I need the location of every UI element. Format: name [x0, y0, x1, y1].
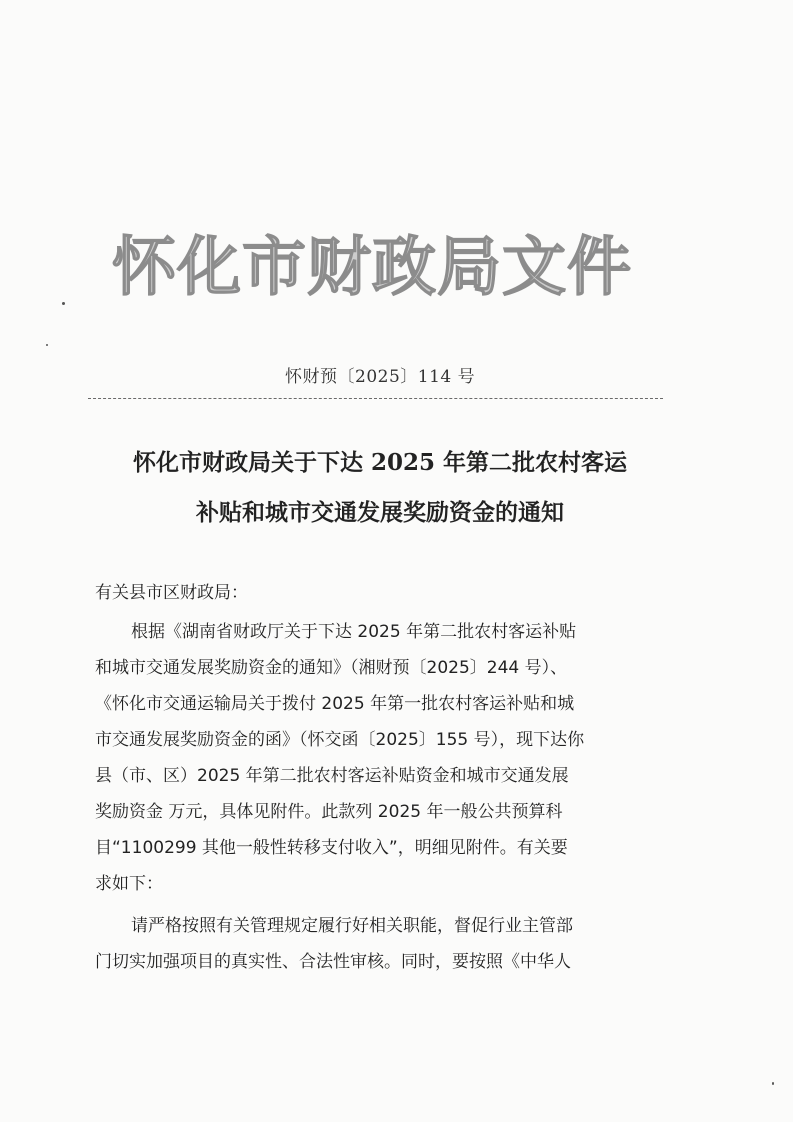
paragraph-line: 求如下： [95, 874, 163, 894]
scan-speck [62, 302, 65, 305]
notice-title [95, 438, 665, 538]
salutation: 有关县市区财政局： [95, 583, 248, 603]
header-divider [88, 398, 663, 399]
scan-speck [772, 1082, 774, 1085]
paragraph-line: 《怀化市交通运输局关于拨付 2025 年第一批农村客运补贴和城 [95, 694, 575, 714]
paragraph-line: 门切实加强项目的真实性、合法性审核。同时，要按照《中华人 [95, 952, 571, 972]
paragraph-line: 市交通发展奖励资金的函》（怀交函〔2025〕155 号），现下达你 [95, 730, 585, 750]
paragraph-line: 目“1100299 其他一般性转移支付收入”，明细见附件。有关要 [95, 838, 568, 858]
paragraph-line: 请严格按照有关管理规定履行好相关职能，督促行业主管部 [131, 916, 573, 936]
notice-title-line-2: 补贴和城市交通发展奖励资金的通知 [196, 499, 564, 526]
document-header-title: 怀化市财政局文件 [112, 230, 632, 305]
body-paragraph-2 [95, 908, 665, 980]
paragraph-line: 根据《湖南省财政厅关于下达 2025 年第二批农村客运补贴 [131, 622, 577, 642]
body-paragraph-1 [95, 614, 665, 902]
paragraph-line: 和城市交通发展奖励资金的通知》（湘财预〔2025〕244 号）、 [95, 658, 568, 678]
scan-speck [46, 344, 48, 346]
paragraph-line: 奖励资金 万元，具体见附件。此款列 2025 年一般公共预算科 [95, 802, 563, 822]
paragraph-line: 县（市、区）2025 年第二批农村客运补贴资金和城市交通发展 [95, 766, 569, 786]
notice-title-line-1: 怀化市财政局关于下达 2025 年第二批农村客运 [132, 449, 628, 476]
document-number: 怀财预〔2025〕114 号 [285, 367, 476, 387]
